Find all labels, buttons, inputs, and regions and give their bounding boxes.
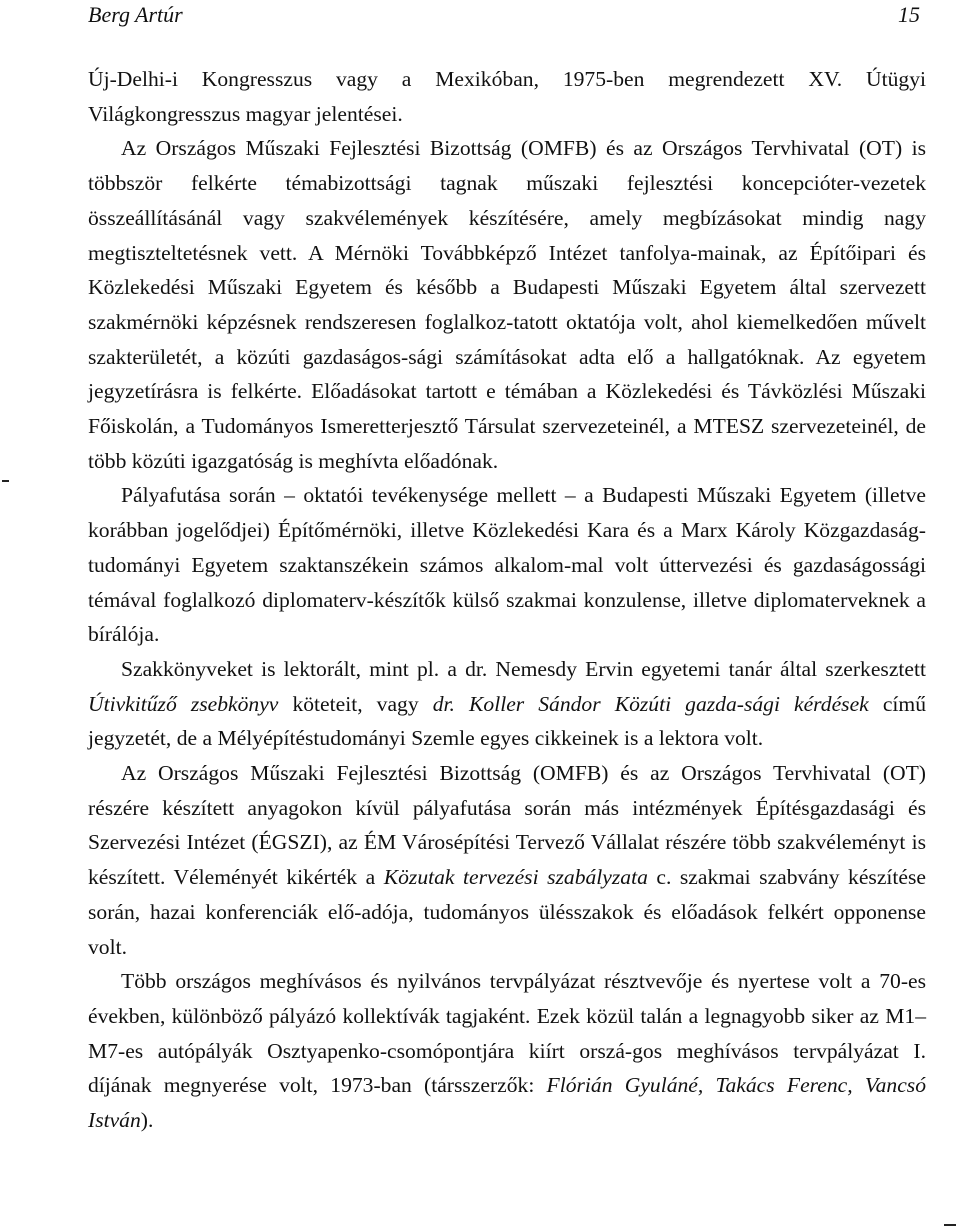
text-segment: Több országos meghívásos és nyilvános tervpályázat résztvevője és nyertese volt a 70-es években, különböző pályázó kollektívák tagjaként. Ezek közül talán a legnagyobb siker az M1–M7-es autópályák Osztyapenko-csomópontjára kiírt orszá-gos meghívásos tervpályázat I. díjának megnyerése volt, 1973-ban (társszerzők:	[88, 969, 926, 1098]
paragraph-omfb-ot-consultant	[88, 131, 926, 478]
co-authors: Flórián Gyuláné, Takács Ferenc, Vancsó István	[88, 1073, 926, 1133]
standard-title: Közutak tervezési szabályzata	[383, 865, 648, 890]
text-segment: köteteit, vagy	[278, 691, 433, 716]
text-segment: Pályafutása során – oktatói tevékenysége mellett – a Budapesti Műszaki Egyetem (illetve korábban jogelődjei) Építőmérnöki, illetve Közlekedési Kara és a Marx Károly Közgazdaság-tudományi Egyetem szaktanszékein számos alkalom-mal volt úttervezési és gazdaságossági témával foglalkozó diplomaterv-készítők külső szakmai konzulense, illetve diplomaterveknek a bírálója.	[88, 483, 926, 647]
text-segment: Az Országos Műszaki Fejlesztési Bizottság (OMFB) és az Országos Tervhivatal (OT) részére készített anyagokon kívül pályafutása során más intézmények Építésgazdasági és Szervezési Intézet (ÉGSZI), az ÉM Városépítési Tervező Vállalat részére több szakvéleményt is készített. Véleményét kikérték a	[88, 761, 926, 890]
body-text	[88, 62, 926, 1138]
book-title: Útivkitűző zsebkönyv	[88, 691, 279, 716]
running-header-author: Berg Artúr	[88, 2, 183, 27]
book-title: dr. Koller Sándor Közúti gazda-sági kérdések	[432, 691, 869, 716]
text-segment: című jegyzetét, de a Mélyépítéstudományi Szemle egyes cikkeinek is a lektora volt.	[88, 691, 926, 751]
margin-mark	[2, 480, 9, 482]
paragraph-career-teaching	[88, 478, 926, 652]
text-segment: Szakkönyveket is lektorált, mint pl. a dr. Nemesdy Ervin egyetemi tanár által szerkesztett	[121, 656, 926, 681]
corner-mark	[944, 1224, 956, 1226]
paragraph-expert-opinions	[88, 756, 926, 964]
text-segment: Új-Delhi-i Kongresszus vagy a Mexikóban, 1975-ben megrendezett XV. Útügyi Világkongresszus magyar jelentései.	[88, 67, 926, 126]
paragraph-continuation	[88, 62, 926, 131]
page-number: 15	[898, 2, 920, 27]
paragraph-book-reviews	[88, 652, 926, 756]
text-segment: ).	[140, 1108, 154, 1133]
text-segment: c. szakmai szabvány készítése során, hazai konferenciák elő-adója, tudományos ülésszakok és előadások felkért opponense volt.	[88, 865, 926, 959]
text-segment: Az Országos Műszaki Fejlesztési Bizottság (OMFB) és az Országos Tervhivatal (OT) is többször felkérte témabizottsági tagnak műszaki fejlesztési koncepcióter-vezetek összeállításánál vagy szakvélemények készítésére, amely megbízásokat mindig nagy megtiszteltetésnek vett. A Mérnöki Továbbképző Intézet tanfolya-mainak, az Építőipari és Közlekedési Műszaki Egyetem és később a Budapesti Műszaki Egyetem által szervezett szakmérnöki képzésnek rendszeresen foglalkoz-tatott oktatója volt, ahol kiemelkedően művelt szakterületét, a közúti gazdaságos-sági számításokat adta elő a hallgatóknak. Az egyetem jegyzetírásra is felkérte. Előadásokat tartott e témában a Közlekedési és Távközlési Műszaki Főiskolán, a Tudományos Ismeretterjesztő Társulat szervezeteinél, a MTESZ szervezeteinél, de több közúti igazgatóság is meghívta előadónak.	[88, 136, 926, 473]
paragraph-design-competitions	[88, 964, 926, 1138]
running-header	[88, 2, 920, 32]
